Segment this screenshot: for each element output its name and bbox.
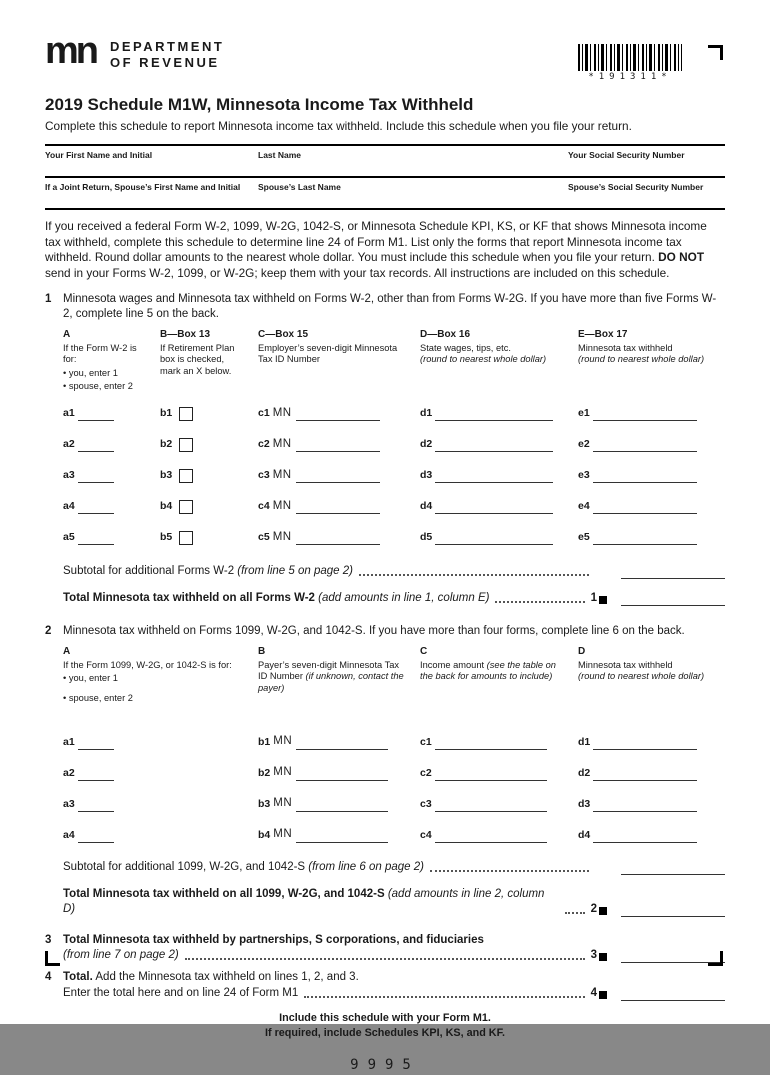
line4-amount-entry[interactable]: [621, 989, 725, 1001]
mn-tax-withheld-entry[interactable]: [593, 800, 697, 812]
s1-colA-desc: [63, 343, 160, 393]
s1-total-amount-entry[interactable]: [621, 594, 725, 606]
s1-total-label: Total Minnesota tax withheld on all Forms W-2 (add amounts in line 1, column E): [63, 592, 490, 605]
s1-colB-header: B—Box 13: [160, 328, 211, 340]
table-row-cell: [258, 722, 420, 753]
w2-tax-id-entry[interactable]: [296, 471, 380, 483]
line2-number: 2: [590, 902, 597, 915]
s2-colC-desc: [420, 660, 578, 722]
mn-tax-withheld-entry[interactable]: [593, 409, 697, 421]
table-row-cell: [258, 753, 420, 784]
row-label: b4: [160, 500, 173, 513]
form-owner-entry[interactable]: [78, 831, 114, 843]
s1-colE-italic: (round to nearest whole dollar): [578, 354, 705, 365]
line3-leader: [63, 948, 725, 963]
table-row-cell: [420, 753, 578, 784]
dot-leader: [359, 574, 589, 576]
table-row-cell: [420, 393, 578, 424]
s2-colB-desc: [258, 660, 420, 722]
closing-notes: [45, 1011, 725, 1042]
line4-num: 4: [590, 986, 597, 999]
spouse-first-name-label: If a Joint Return, Spouse’s First Name and Initial: [45, 182, 241, 192]
mn-tax-withheld-entry[interactable]: [593, 738, 697, 750]
row-label: d2: [420, 438, 433, 451]
row-label: a5: [63, 531, 75, 544]
section2-grid: [45, 645, 725, 846]
w2-tax-id-entry[interactable]: [296, 440, 380, 452]
state-wages-entry[interactable]: [435, 471, 553, 483]
s2-colC-header: C: [420, 645, 428, 657]
form-code: 9995: [350, 1057, 420, 1074]
mn-tax-withheld-entry[interactable]: [593, 471, 697, 483]
table-row-cell: [258, 455, 420, 486]
row-label: d4: [420, 500, 433, 513]
table-row-cell: [258, 393, 420, 424]
department-line1: DEPARTMENT: [110, 39, 225, 54]
s1-colE-desc: [578, 343, 725, 393]
mn-prefix: MN: [272, 530, 292, 543]
dot-leader: [430, 870, 589, 872]
table-row-cell: [578, 784, 725, 815]
section1-text: Minnesota wages and Minnesota tax withheld on Forms W-2, other than from Forms W-2G. If you have more than five Forms W-2, complete line 5 on the back.: [63, 293, 717, 321]
row-label: a3: [63, 797, 75, 810]
dot-leader: [185, 958, 585, 960]
table-row-cell: [160, 424, 258, 455]
stop-square-icon: [599, 596, 607, 604]
form-subtitle: Complete this schedule to report Minnesota income tax withheld. Include this schedule when you file your return.: [45, 119, 632, 134]
dot-leader: [304, 996, 584, 998]
income-amount-entry[interactable]: [435, 800, 547, 812]
form-title: 2019 Schedule M1W, Minnesota Income Tax Withheld: [45, 95, 474, 114]
line3: [45, 933, 725, 963]
s1-colB-desc: If Retirement Plan box is checked, mark an X below.: [160, 342, 235, 376]
ssn-field[interactable]: [568, 146, 725, 176]
dot-leader: [495, 601, 584, 603]
state-wages-entry[interactable]: [435, 502, 553, 514]
table-row-cell: [63, 815, 258, 846]
intro-text-2: send in your Forms W-2, 1099, or W-2G; keep them with your tax records. All instructions are included on this schedule.: [45, 265, 670, 280]
mn-prefix: MN: [272, 499, 292, 512]
s2-colA-text: If the Form 1099, W-2G, or 1042-S is for:: [63, 659, 232, 670]
mn-prefix: MN: [273, 797, 293, 810]
s2-colA-bullet2: • spouse, enter 2: [63, 692, 133, 703]
table-row-cell: [63, 722, 258, 753]
w2-owner-entry[interactable]: [78, 440, 114, 452]
table-row-cell: [63, 455, 160, 486]
row-label: c3: [420, 797, 432, 810]
s1-colC-desc: Employer’s seven-digit Minnesota Tax ID Number: [258, 342, 398, 365]
row-label: e1: [578, 407, 590, 420]
w2-owner-entry[interactable]: [78, 502, 114, 514]
spouse-last-name-field[interactable]: [258, 178, 568, 208]
table-row-cell: [578, 486, 725, 517]
table-row-cell: [420, 517, 578, 548]
table-row-cell: [63, 517, 160, 548]
mn-prefix: MN: [272, 437, 292, 450]
row-label: e2: [578, 438, 590, 451]
mn-prefix: MN: [272, 406, 292, 419]
s2-colC-text: Income amount: [420, 659, 487, 670]
barcode-block: [578, 44, 682, 84]
retirement-plan-checkbox[interactable]: [179, 407, 193, 421]
closing-note-2: If required, include Schedules KPI, KS, and KF.: [265, 1027, 505, 1040]
table-row-cell: [420, 784, 578, 815]
s2-colD-header: D: [578, 645, 586, 657]
row-label: a4: [63, 828, 75, 841]
row-label: c2: [258, 438, 270, 451]
retirement-plan-checkbox[interactable]: [179, 531, 193, 545]
income-amount-entry[interactable]: [435, 738, 547, 750]
row-label: b3: [160, 469, 173, 482]
s1-colA-bullet2: • spouse, enter 2: [63, 381, 133, 392]
s1-colE-text: Minnesota tax withheld: [578, 342, 673, 353]
row-label: d3: [578, 797, 591, 810]
s2-colD-desc: [578, 660, 725, 722]
row-label: d5: [420, 531, 433, 544]
s2-total-amount-entry[interactable]: [621, 905, 725, 917]
row-label: b3: [258, 797, 271, 810]
mn-prefix: MN: [272, 468, 292, 481]
barcode-number: *191311*: [588, 72, 672, 82]
s2-total-label: Total Minnesota tax withheld on all 1099, W-2G, and 1042-S (add amounts in line 2, column D): [63, 887, 545, 915]
table-row-cell: [420, 722, 578, 753]
s1-total-line: [63, 591, 725, 606]
s2-colD-text: Minnesota tax withheld: [578, 659, 673, 670]
line3-number-label: 3: [45, 934, 52, 947]
mn-prefix: MN: [273, 828, 293, 841]
row-label: a1: [63, 735, 75, 748]
row-label: d1: [578, 735, 591, 748]
form-owner-entry[interactable]: [78, 769, 114, 781]
row-label: a3: [63, 469, 75, 482]
line4-text: Total. Add the Minnesota tax withheld on lines 1, 2, and 3.: [63, 971, 359, 984]
state-wages-entry[interactable]: [435, 409, 553, 421]
s2-colB-text: Payer’s seven-digit Minnesota Tax ID Number: [258, 659, 400, 682]
payer-tax-id-entry[interactable]: [296, 769, 388, 781]
payer-tax-id-entry[interactable]: [296, 738, 388, 750]
first-name-label: Your First Name and Initial: [45, 150, 153, 160]
line4: [45, 970, 725, 1000]
row-label: c2: [420, 766, 432, 779]
row-label: c4: [420, 828, 432, 841]
table-row-cell: [258, 815, 420, 846]
w2-owner-entry[interactable]: [78, 409, 114, 421]
spouse-first-name-field[interactable]: [45, 178, 258, 208]
table-row-cell: [420, 815, 578, 846]
section2-heading: [45, 624, 725, 639]
dot-leader: [565, 912, 585, 914]
spouse-ssn-label: Spouse’s Social Security Number: [568, 182, 704, 192]
line4-number-label: 4: [45, 971, 52, 984]
stop-square-icon: [599, 953, 607, 961]
line4-leader: [63, 986, 725, 1001]
table-row-cell: [420, 424, 578, 455]
department-name: [110, 36, 224, 72]
retirement-plan-checkbox[interactable]: [179, 500, 193, 514]
table-row-cell: [63, 424, 160, 455]
line3-num: 3: [590, 949, 597, 962]
section1-number: 1: [45, 293, 52, 306]
state-wages-entry[interactable]: [435, 533, 553, 545]
intro-do-not: DO NOT: [658, 250, 705, 265]
table-row-cell: [578, 455, 725, 486]
s1-subtotal-line: [63, 564, 725, 579]
mn-prefix: MN: [273, 766, 293, 779]
row-label: b2: [160, 438, 173, 451]
corner-mark-bottom-left: [45, 951, 60, 966]
table-row-cell: [578, 393, 725, 424]
table-row-cell: [258, 784, 420, 815]
row-label: d1: [420, 407, 433, 420]
table-row-cell: [578, 722, 725, 753]
mn-prefix: MN: [273, 735, 293, 748]
s2-colB-italic: (if unknown, contact the payer): [258, 671, 404, 693]
name-row-spouse: [45, 176, 725, 208]
income-amount-entry[interactable]: [435, 769, 547, 781]
row-label: b1: [160, 407, 173, 420]
form-owner-entry[interactable]: [78, 800, 114, 812]
row-label: d4: [578, 828, 591, 841]
last-name-label: Last Name: [258, 150, 301, 160]
row-label: a2: [63, 766, 75, 779]
s2-colA-bullet1: • you, enter 1: [63, 673, 118, 684]
s2-subtotal-amount-entry[interactable]: [621, 863, 725, 875]
table-row-cell: [578, 815, 725, 846]
table-row-cell: [160, 455, 258, 486]
s1-colD-header: D—Box 16: [420, 328, 471, 340]
s2-colC-italic: (see the table on the back for amounts to include): [420, 659, 556, 682]
mn-tax-withheld-entry[interactable]: [593, 831, 697, 843]
payer-tax-id-entry[interactable]: [296, 800, 388, 812]
w2-owner-entry[interactable]: [78, 471, 114, 483]
ssn-label: Your Social Security Number: [568, 150, 685, 160]
row-label: d2: [578, 766, 591, 779]
line3-text: Total Minnesota tax withheld by partnerships, S corporations, and fiduciaries: [63, 934, 484, 947]
corner-mark-top-right: [708, 45, 723, 60]
stop-square-icon: [599, 907, 607, 915]
income-amount-entry[interactable]: [435, 831, 547, 843]
name-row-taxpayer: [45, 144, 725, 176]
barcode-icon: [578, 44, 682, 71]
table-row-cell: [63, 393, 160, 424]
s2-subtotal-label: Subtotal for additional 1099, W-2G, and 1042-S (from line 6 on page 2): [63, 860, 424, 873]
w2-tax-id-entry[interactable]: [296, 502, 380, 514]
table-row-cell: [258, 486, 420, 517]
first-name-field[interactable]: [45, 146, 258, 176]
row-label: e3: [578, 469, 590, 482]
s2-colD-italic: (round to nearest whole dollar): [578, 671, 705, 682]
section2-number: 2: [45, 625, 52, 638]
table-row-cell: [578, 424, 725, 455]
table-row-cell: [420, 486, 578, 517]
row-label: c1: [258, 407, 270, 420]
state-wages-entry[interactable]: [435, 440, 553, 452]
s2-colA-header: A: [63, 645, 71, 657]
table-row-cell: [160, 517, 258, 548]
row-label: c5: [258, 531, 270, 544]
intro-text-1: If you received a federal Form W-2, 1099, W-2G, 1042-S, or Minnesota Schedule KPI, KS, or KF that shows Minnesota income tax withheld, complete this schedule to determine line 24 of Form M1. List only the forms that report Minnesota income tax withheld. Round dollar amounts to the nearest whole dollar. You must include this schedule when you file your return.: [45, 219, 707, 265]
row-label: b5: [160, 531, 173, 544]
intro-paragraph: [45, 219, 725, 281]
mn-tax-withheld-entry[interactable]: [593, 440, 697, 452]
mn-logo: mn: [45, 30, 96, 72]
row-label: c1: [420, 735, 432, 748]
table-row-cell: [160, 393, 258, 424]
section2-text: Minnesota tax withheld on Forms 1099, W-2G, and 1042-S. If you have more than four forms, complete line 6 on the back.: [63, 625, 685, 638]
w2-owner-entry[interactable]: [78, 533, 114, 545]
s1-colD-desc: [420, 343, 578, 393]
s1-colA-header: A: [63, 328, 71, 340]
name-table: [45, 144, 725, 210]
spouse-last-name-label: Spouse’s Last Name: [258, 182, 341, 192]
table-row-cell: [578, 753, 725, 784]
s2-subtotal-line: [63, 860, 725, 875]
w2-tax-id-entry[interactable]: [296, 533, 380, 545]
table-row-cell: [63, 486, 160, 517]
row-label: b2: [258, 766, 271, 779]
row-label: a1: [63, 407, 75, 420]
w2-tax-id-entry[interactable]: [296, 409, 380, 421]
row-label: e5: [578, 531, 590, 544]
s1-colA-text: If the Form W-2 is for:: [63, 342, 137, 365]
department-line2: OF REVENUE: [110, 55, 220, 71]
table-row-cell: [160, 486, 258, 517]
row-label: a4: [63, 500, 75, 513]
s1-colA-bullet1: • you, enter 1: [63, 367, 118, 378]
line3-italic: (from line 7 on page 2): [63, 949, 179, 962]
table-row-cell: [258, 424, 420, 455]
payer-tax-id-entry[interactable]: [296, 831, 388, 843]
s2-colA-desc: [63, 660, 258, 722]
table-row-cell: [420, 455, 578, 486]
spouse-ssn-field[interactable]: [568, 178, 725, 208]
section1-heading: [45, 292, 725, 322]
row-label: a2: [63, 438, 75, 451]
row-label: e4: [578, 500, 590, 513]
section1-grid: [45, 328, 725, 548]
s1-colC-header: C—Box 15: [258, 328, 309, 340]
s1-colD-italic: (round to nearest whole dollar): [420, 354, 547, 365]
s1-colE-header: E—Box 17: [578, 328, 628, 340]
mn-tax-withheld-entry[interactable]: [593, 769, 697, 781]
retirement-plan-checkbox[interactable]: [179, 438, 193, 452]
table-row-cell: [63, 753, 258, 784]
line4-text2: Enter the total here and on line 24 of Form M1: [63, 986, 299, 999]
row-label: b1: [258, 735, 271, 748]
mn-tax-withheld-entry[interactable]: [593, 502, 697, 514]
form-owner-entry[interactable]: [78, 738, 114, 750]
s2-total-line: [63, 887, 725, 917]
s1-subtotal-amount-entry[interactable]: [621, 567, 725, 579]
closing-note-1: Include this schedule with your Form M1.: [279, 1011, 491, 1024]
s1-subtotal-label: Subtotal for additional Forms W-2 (from line 5 on page 2): [63, 565, 353, 578]
row-label: b4: [258, 828, 271, 841]
table-row-cell: [63, 784, 258, 815]
s2-colB-header: B: [258, 645, 266, 657]
last-name-field[interactable]: [258, 146, 568, 176]
table-row-cell: [258, 517, 420, 548]
s1-colD-text: State wages, tips, etc.: [420, 342, 511, 353]
stop-square-icon: [599, 991, 607, 999]
retirement-plan-checkbox[interactable]: [179, 469, 193, 483]
row-label: c4: [258, 500, 270, 513]
table-row-cell: [578, 517, 725, 548]
row-label: c3: [258, 469, 270, 482]
row-label: d3: [420, 469, 433, 482]
line1-number: 1: [590, 592, 597, 605]
corner-mark-bottom-right: [708, 951, 723, 966]
mn-tax-withheld-entry[interactable]: [593, 533, 697, 545]
